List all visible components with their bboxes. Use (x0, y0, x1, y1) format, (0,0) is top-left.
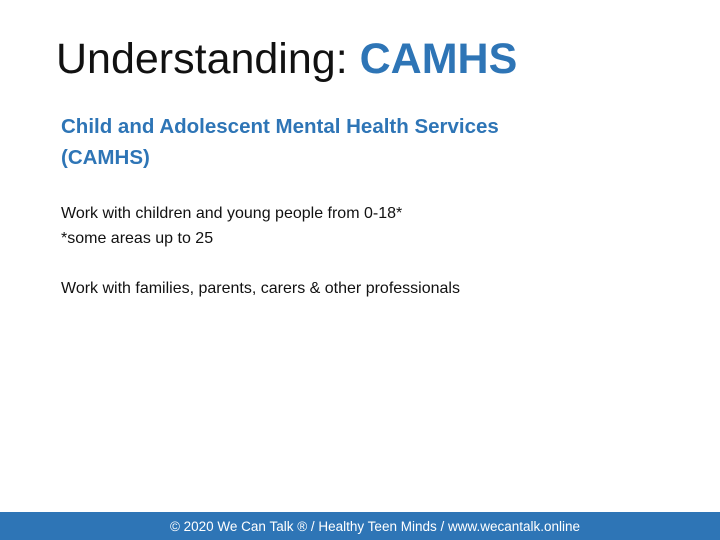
slide-subtitle (61, 111, 621, 173)
body-line-1: Work with children and young people from 0-18* (61, 205, 403, 222)
subtitle-line-2: (CAMHS) (61, 146, 150, 169)
title-accent: CAMHS (359, 35, 518, 83)
body-paragraph-age-range (61, 201, 402, 251)
subtitle-line-1: Child and Adolescent Mental Health Services (61, 115, 499, 138)
title-prefix: Understanding: (56, 35, 360, 83)
footer-copyright: © 2020 We Can Talk ® / Healthy Teen Minds / www.wecantalk.online (169, 519, 581, 534)
body-line-3: Work with families, parents, carers & other professionals (61, 280, 460, 297)
footer-bar (0, 512, 720, 540)
body-line-2: *some areas up to 25 (61, 230, 214, 247)
body-paragraph-families (61, 276, 460, 301)
slide-title (56, 32, 517, 86)
